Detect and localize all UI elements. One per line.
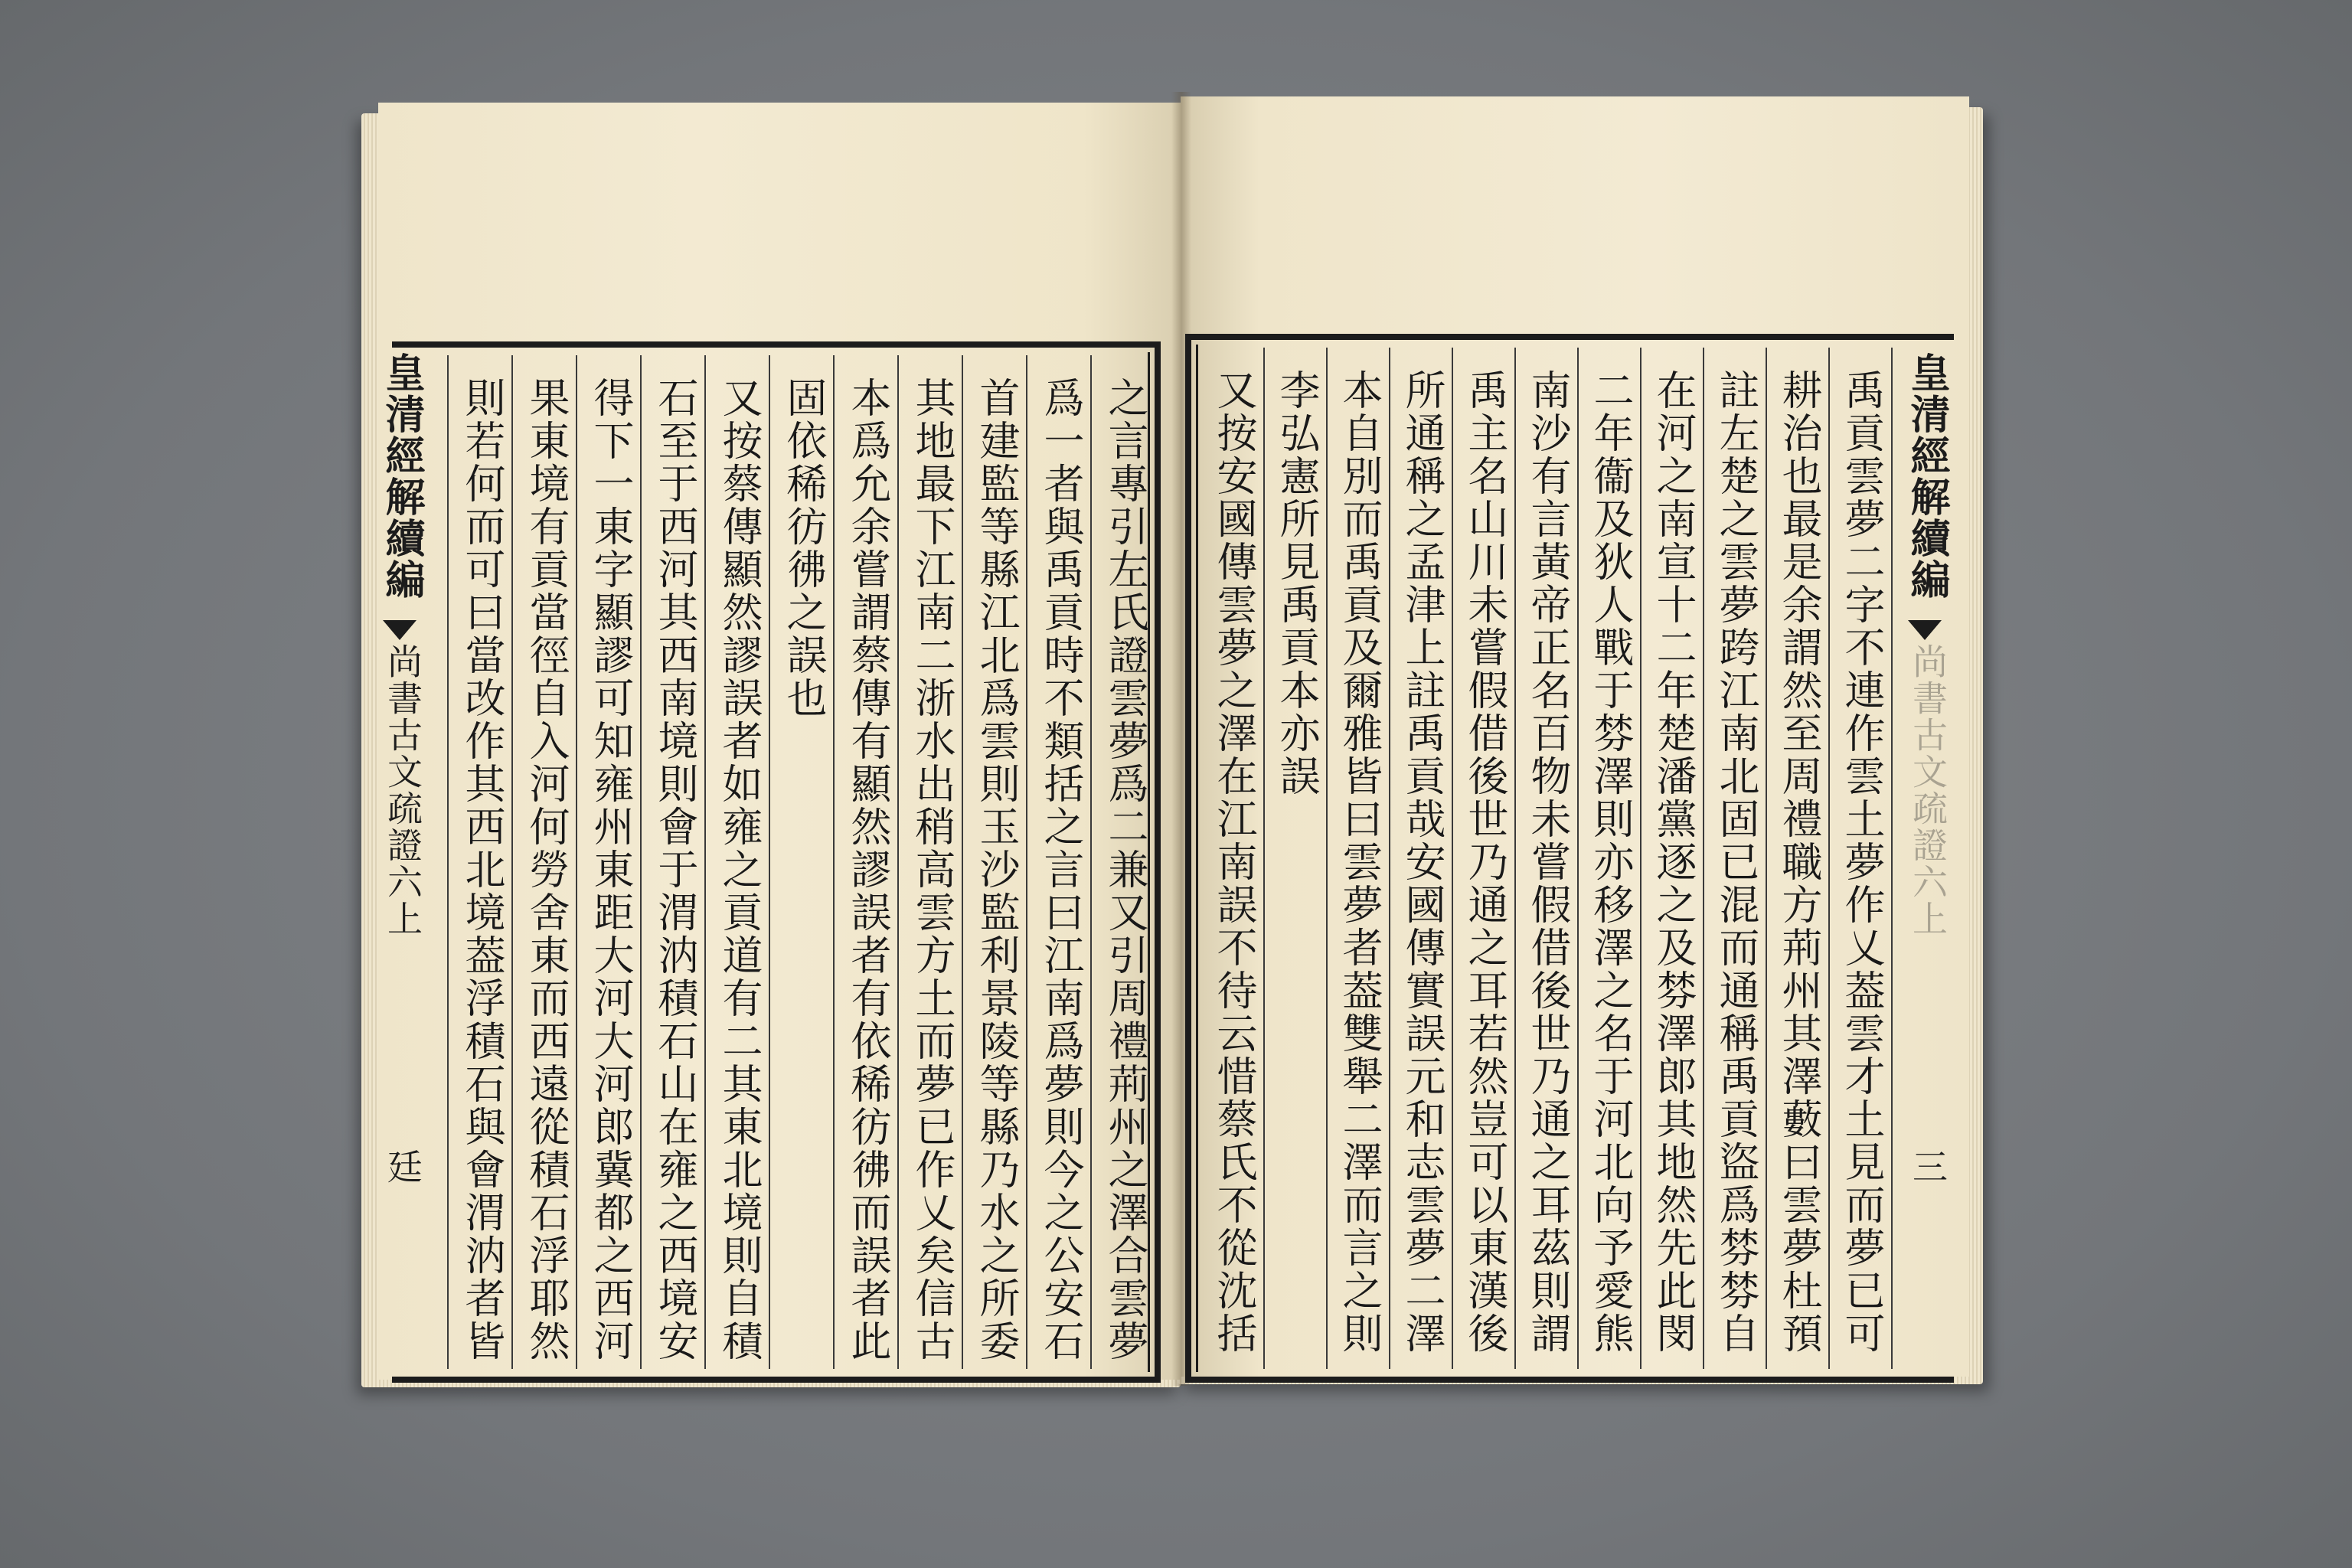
column-rule (704, 355, 706, 1369)
column-rule (1263, 348, 1265, 1369)
text-column: 本自別而禹貢及爾雅皆曰雲夢者葢雙舉二澤而言之則 (1336, 369, 1383, 1355)
column-rule (962, 355, 963, 1369)
text-column: 李弘憲所見禹貢本亦誤 (1273, 369, 1320, 798)
column-rule (769, 355, 770, 1369)
column-rule (1514, 348, 1516, 1369)
text-column: 其地最下江南二浙水出稍高雲方土而夢已作乂矣信古 (909, 377, 956, 1363)
fish-tail-mark (1908, 620, 1942, 640)
column-rule (1828, 348, 1830, 1369)
left-spine-subtitle: 尚書古文疏證六上 (382, 643, 423, 937)
column-rule (897, 355, 899, 1369)
column-rule (1766, 348, 1767, 1369)
right-text-block (1185, 334, 1954, 1383)
column-rule (640, 355, 642, 1369)
text-column: 禹主名山川未嘗假借後世乃通之耳若然豈可以東漢後 (1462, 369, 1508, 1355)
text-column: 禹貢雲夢二字不連作雲土夢作乂葢雲才土見而夢已可 (1838, 369, 1885, 1355)
left-spine-page-number: 廷 (382, 1148, 423, 1184)
text-column: 南沙有言黃帝正名百物未嘗假借後世乃通之耳茲則謂 (1524, 369, 1571, 1355)
text-column: 在河之南宣十二年楚潘黨逐之及棼澤郎其地然先此閔 (1650, 369, 1697, 1355)
right-page-margin-header (1897, 352, 1954, 1363)
column-rule (1577, 348, 1579, 1369)
text-column: 本爲允余嘗謂蔡傳有顯然謬誤者有依稀彷彿而誤者此 (844, 377, 891, 1363)
column-rule (1026, 355, 1027, 1369)
column-rule (1090, 355, 1092, 1369)
text-column: 首建監等縣江北爲雲則玉沙監利景陵等縣乃水之所委 (973, 377, 1020, 1363)
text-column: 爲一者與禹貢時不類括之言曰江南爲夢則今之公安石 (1037, 377, 1084, 1363)
text-column: 固依稀彷彿之誤也 (780, 377, 827, 720)
column-rule (1703, 348, 1704, 1369)
column-rule (1326, 348, 1328, 1369)
text-column: 二年衞及狄人戰于棼澤則亦移澤之名于河北向予愛熊 (1587, 369, 1634, 1355)
text-column: 所通稱之孟津上註禹貢哉安國傳實誤元和志雲夢二澤 (1399, 369, 1446, 1355)
text-column: 之言專引左氏證雲夢爲二兼又引周禮荊州之澤合雲夢 (1102, 377, 1148, 1363)
column-rule (447, 355, 449, 1369)
right-spine-title: 皇清經解續編 (1903, 352, 1950, 600)
column-rule (511, 355, 513, 1369)
column-rule (1452, 348, 1453, 1369)
right-spine-page-number: 三 (1907, 1148, 1949, 1184)
text-column: 果東境有貢當徑自入河何勞舍東而西遠從積石浮耶然 (523, 377, 570, 1363)
column-rule (1389, 348, 1390, 1369)
column-rule (1891, 348, 1893, 1369)
text-column: 註左楚之雲夢跨江南北固已混而通稱禹貢盜爲棼棼自 (1713, 369, 1759, 1355)
column-rule (576, 355, 577, 1369)
left-spine-title: 皇清經解續編 (378, 352, 425, 600)
column-rule (833, 355, 835, 1369)
right-spine-subtitle: 尚書古文疏證六上 (1907, 643, 1949, 937)
text-column: 又按安國傳雲夢之澤在江南誤不待云惜蔡氏不從沈括 (1210, 369, 1257, 1355)
text-column: 則若何而可曰當改作其西北境葢浮積石與會渭汭者皆 (459, 377, 505, 1363)
text-column: 耕治也最是余謂然至周禮職方荊州其澤藪曰雲夢杜預 (1775, 369, 1822, 1355)
left-text-block (392, 341, 1161, 1383)
text-column: 石至于西河其西南境則會于渭汭積石山在雍之西境安 (652, 377, 698, 1363)
text-column: 又按蔡傳顯然謬誤者如雍之貢道有二其東北境則自積 (716, 377, 763, 1363)
text-column: 得下一東字顯謬可知雍州東距大河大河郎冀都之西河 (587, 377, 634, 1363)
column-rule (1640, 348, 1642, 1369)
